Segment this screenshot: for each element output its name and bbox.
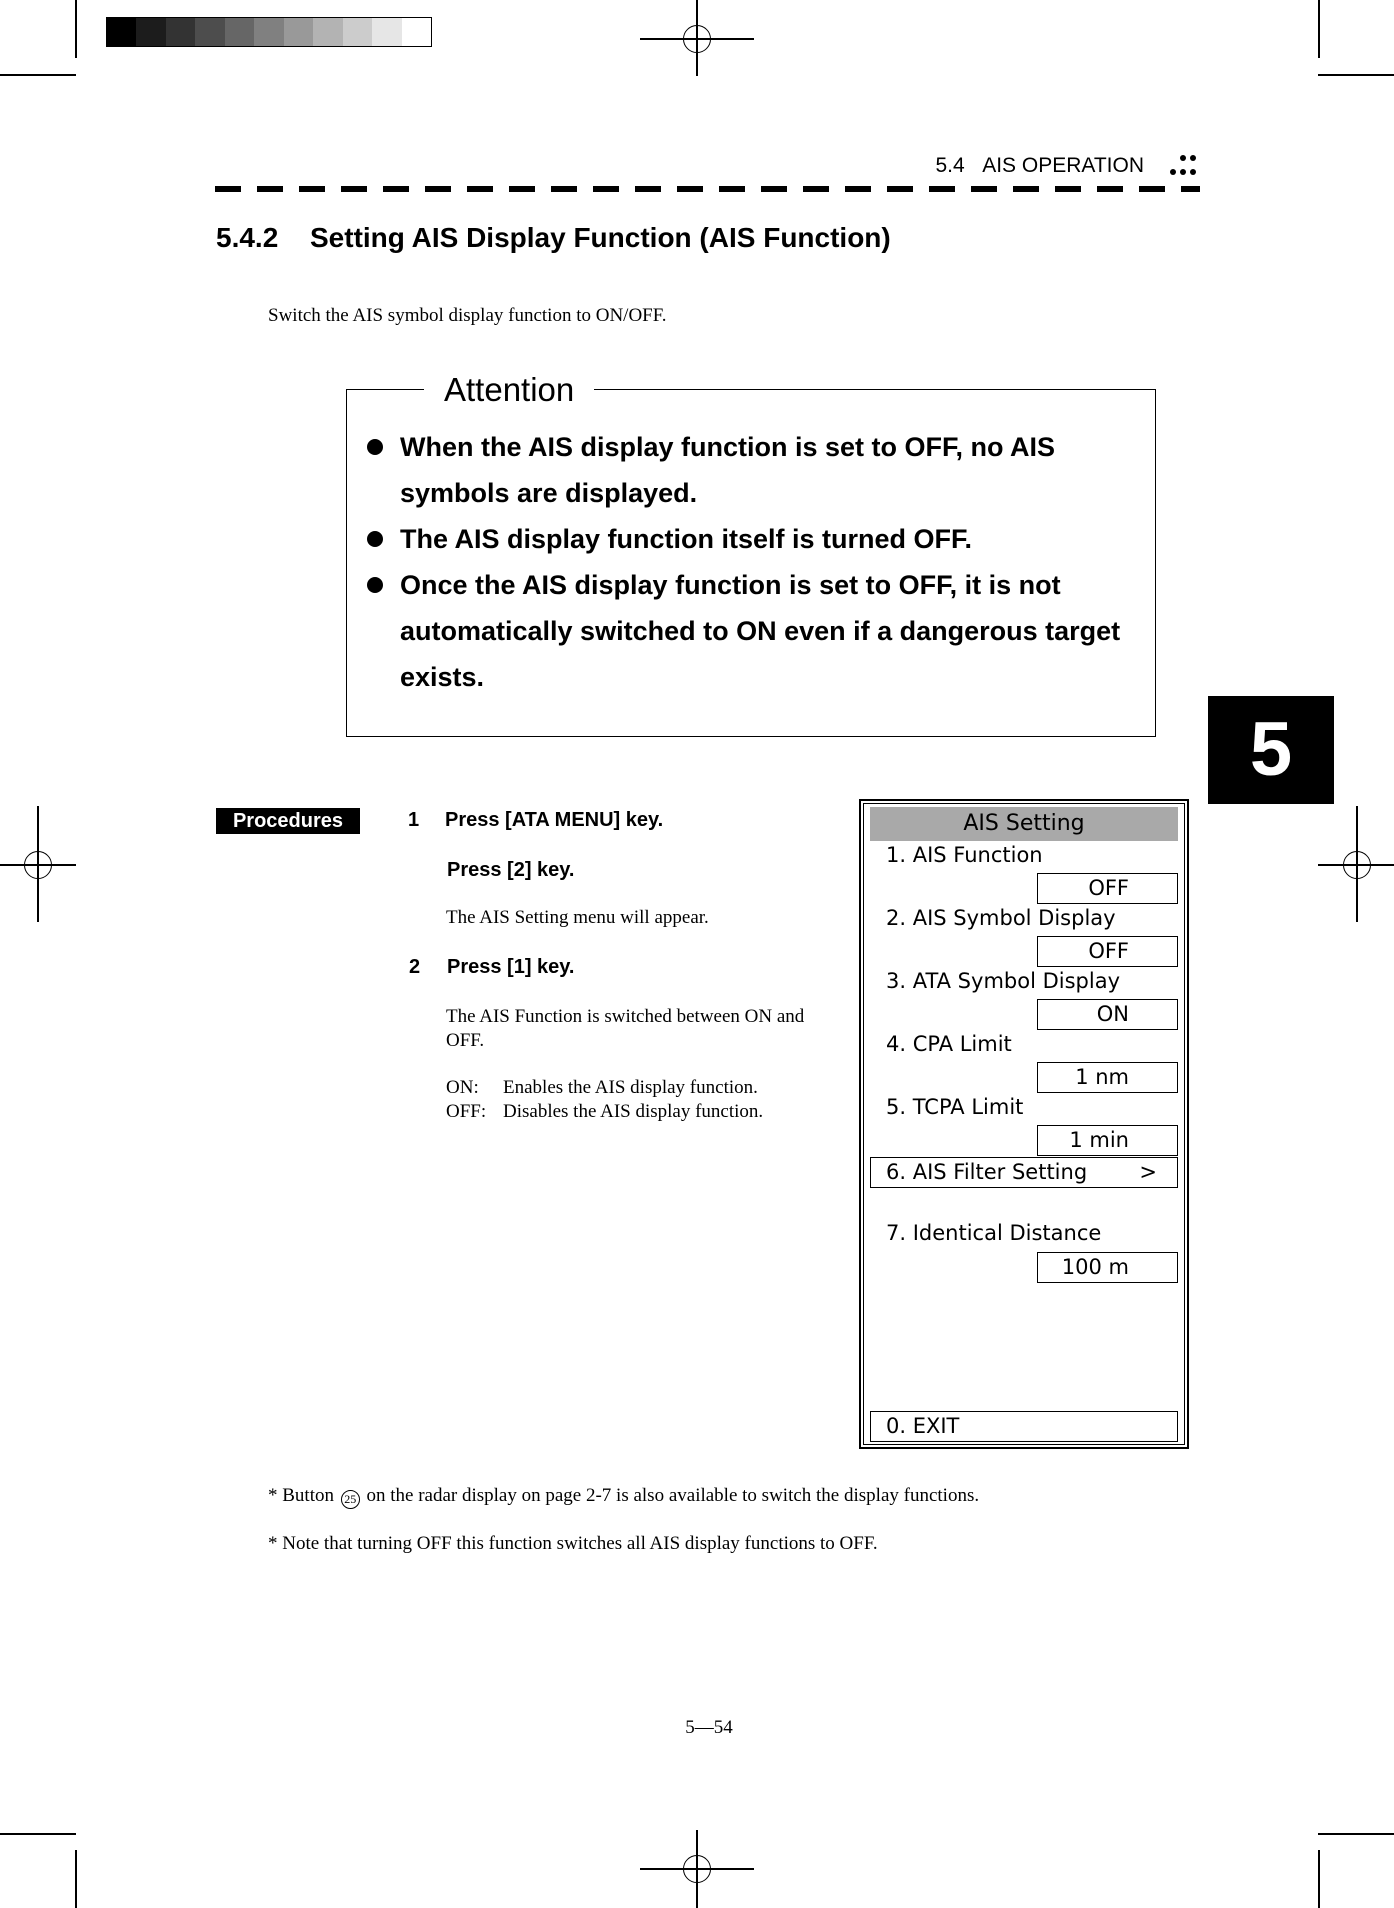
menu-item-ais-filter-label: 6. AIS Filter Setting bbox=[886, 1160, 1088, 1184]
section-title bbox=[216, 222, 891, 254]
attention-item-text: When the AIS display function is set to OFF, no AIS symbols are displayed. bbox=[400, 432, 1056, 508]
menu-value-ais-symbol-display: OFF bbox=[1037, 936, 1178, 967]
footnote-2: * Note that turning OFF this function switches all AIS display functions to OFF. bbox=[268, 1533, 878, 1554]
grayscale-bar bbox=[106, 17, 432, 47]
bullet-icon bbox=[367, 439, 383, 455]
on-definition bbox=[446, 1077, 758, 1099]
menu-exit-button[interactable]: 0. EXIT bbox=[870, 1411, 1178, 1442]
procedures-label: Procedures bbox=[216, 808, 360, 834]
step-2-action: Press [1] key. bbox=[447, 956, 575, 978]
attention-item bbox=[364, 562, 1144, 700]
attention-item-text: The AIS display function itself is turned OFF. bbox=[400, 524, 973, 554]
menu-value-ata-symbol-display: ON bbox=[1037, 999, 1178, 1030]
off-description: Disables the AIS display function. bbox=[503, 1101, 764, 1122]
menu-item-ais-function[interactable]: 1. AIS Function bbox=[886, 843, 1043, 867]
footnote-1 bbox=[268, 1485, 979, 1509]
menu-item-ais-symbol-display[interactable]: 2. AIS Symbol Display bbox=[886, 906, 1116, 930]
step-2-number: 2 bbox=[409, 956, 421, 978]
attention-item-text: Once the AIS display function is set to OFF, it is not automatically switched to ON even if a dangerous target exists. bbox=[400, 570, 1121, 692]
menu-title: AIS Setting bbox=[870, 807, 1178, 841]
off-key: OFF: bbox=[446, 1101, 487, 1122]
menu-item-ata-symbol-display[interactable]: 3. ATA Symbol Display bbox=[886, 969, 1120, 993]
footnote-1-before: * Button bbox=[268, 1485, 334, 1506]
attention-item bbox=[364, 424, 1144, 516]
menu-item-cpa-limit[interactable]: 4. CPA Limit bbox=[886, 1032, 1012, 1056]
header-section-name: AIS OPERATION bbox=[982, 154, 1144, 177]
menu-value-identical-distance: 100 m bbox=[1037, 1252, 1178, 1283]
header-dashed-rule bbox=[215, 186, 1200, 192]
on-key: ON: bbox=[446, 1077, 479, 1098]
bullet-icon bbox=[367, 577, 383, 593]
step-1-action-2: Press [2] key. bbox=[447, 859, 575, 881]
step-1-number: 1 bbox=[408, 809, 420, 831]
running-header bbox=[935, 154, 1144, 178]
menu-item-ais-filter-setting[interactable] bbox=[870, 1157, 1178, 1188]
step-1-action-1: Press [ATA MENU] key. bbox=[445, 809, 664, 831]
section-title-text: Setting AIS Display Function (AIS Function) bbox=[310, 222, 891, 253]
step-2-note-line-1: The AIS Function is switched between ON and bbox=[446, 1006, 805, 1027]
bullet-icon bbox=[367, 531, 383, 547]
attention-title: Attention bbox=[424, 368, 594, 412]
chevron-right-icon: > bbox=[1139, 1160, 1157, 1184]
header-dots-icon bbox=[1168, 152, 1198, 180]
header-section-ref: 5.4 bbox=[935, 154, 965, 177]
menu-item-tcpa-limit[interactable]: 5. TCPA Limit bbox=[886, 1095, 1024, 1119]
section-number: 5.4.2 bbox=[216, 222, 279, 253]
step-1-note: The AIS Setting menu will appear. bbox=[446, 907, 709, 928]
menu-value-cpa-limit: 1 nm bbox=[1037, 1062, 1178, 1093]
off-definition bbox=[446, 1101, 763, 1123]
footnote-1-after: on the radar display on page 2-7 is also available to switch the display functions. bbox=[366, 1485, 980, 1506]
chapter-tab: 5 bbox=[1208, 696, 1334, 804]
circled-number-icon: 25 bbox=[341, 1490, 360, 1509]
on-description: Enables the AIS display function. bbox=[503, 1077, 758, 1098]
menu-value-tcpa-limit: 1 min bbox=[1037, 1125, 1178, 1156]
menu-item-identical-distance[interactable]: 7. Identical Distance bbox=[886, 1221, 1102, 1245]
menu-value-ais-function: OFF bbox=[1037, 873, 1178, 904]
attention-item bbox=[364, 516, 1144, 562]
step-2-note-line-2: OFF. bbox=[446, 1030, 485, 1051]
intro-text: Switch the AIS symbol display function to ON/OFF. bbox=[268, 305, 667, 326]
attention-list bbox=[364, 424, 1144, 700]
page-number: 5—54 bbox=[685, 1717, 733, 1738]
